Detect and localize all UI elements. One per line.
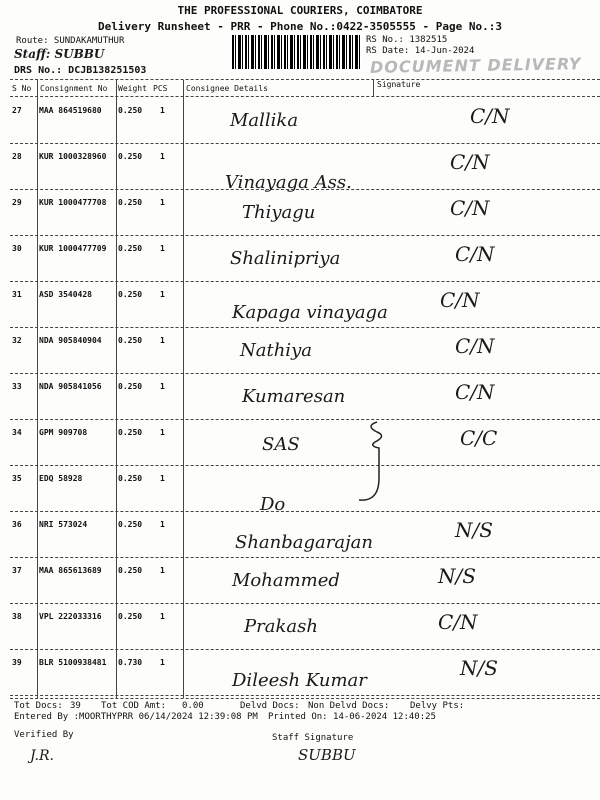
row-pcs: 1 xyxy=(160,566,165,575)
row-weight: 0.250 xyxy=(118,474,143,483)
row-divider xyxy=(10,649,600,650)
row-divider xyxy=(10,695,600,696)
row-signature: C/N xyxy=(455,380,495,404)
row-divider xyxy=(10,603,600,604)
row-divider xyxy=(10,281,600,282)
row-sno: 35 xyxy=(12,474,22,483)
row-pcs: 1 xyxy=(160,428,165,437)
tot-cod-value: 0.00 xyxy=(182,701,204,711)
row-weight: 0.250 xyxy=(118,382,143,391)
row-consignee: Prakash xyxy=(244,616,318,637)
row-pcs: 1 xyxy=(160,152,165,161)
row-consignee: Vinayaga Ass. xyxy=(225,172,352,193)
route-label: Route: SUNDAKAMUTHUR xyxy=(16,36,125,46)
row-weight: 0.250 xyxy=(118,336,143,345)
table-bottom-rule xyxy=(10,698,600,699)
row-consignee: Mohammed xyxy=(232,570,340,591)
row-sno: 39 xyxy=(12,658,22,667)
row-consignment-no: KUR 1000477708 xyxy=(39,198,107,207)
col-header-weight: Weight xyxy=(118,84,147,93)
row-pcs: 1 xyxy=(160,658,165,667)
col-divider xyxy=(183,80,184,698)
row-consignment-no: MAA 865613689 xyxy=(39,566,102,575)
row-pcs: 1 xyxy=(160,336,165,345)
drs-number: DRS No.: DCJB138251503 xyxy=(14,65,147,76)
row-consignment-no: MAA 864519680 xyxy=(39,106,102,115)
row-consignee: Mallika xyxy=(230,110,299,131)
row-pcs: 1 xyxy=(160,520,165,529)
row-weight: 0.250 xyxy=(118,290,143,299)
row-pcs: 1 xyxy=(160,290,165,299)
row-signature: C/C xyxy=(460,426,498,450)
row-consignment-no: KUR 1000328960 xyxy=(39,152,107,161)
row-consignment-no: EDQ 58928 xyxy=(39,474,83,483)
tot-docs-label: Tot Docs: xyxy=(14,701,63,711)
staff-label: Staff: SUBBU xyxy=(14,47,105,61)
entered-by: Entered By :MOORTHYPRR 06/14/2024 12:39:08 PM xyxy=(14,712,258,722)
row-pcs: 1 xyxy=(160,612,165,621)
row-consignee: Kapaga vinayaga xyxy=(232,302,388,323)
row-weight: 0.250 xyxy=(118,428,143,437)
document-delivery-stamp: DOCUMENT DELIVERY xyxy=(369,54,582,77)
row-signature: C/N xyxy=(440,288,480,312)
row-sno: 32 xyxy=(12,336,22,345)
row-sno: 38 xyxy=(12,612,22,621)
row-signature: C/N xyxy=(455,334,495,358)
row-weight: 0.250 xyxy=(118,106,143,115)
row-sno: 33 xyxy=(12,382,22,391)
col-header-consignment: Consignment No xyxy=(40,84,108,93)
row-consignment-no: KUR 1000477709 xyxy=(39,244,107,253)
col-divider xyxy=(116,80,117,698)
row-consignee: Do xyxy=(260,494,286,515)
row-divider xyxy=(10,419,600,420)
row-consignee: Shanbagarajan xyxy=(235,532,373,553)
row-signature: C/N xyxy=(450,150,490,174)
row-signature: N/S xyxy=(460,656,498,680)
row-sno: 34 xyxy=(12,428,22,437)
verifier-signature: J.R. xyxy=(30,748,54,764)
rs-date: RS Date: 14-Jun-2024 xyxy=(366,46,475,56)
row-consignee: Thiyagu xyxy=(242,202,316,223)
row-weight: 0.730 xyxy=(118,658,143,667)
non-delvd-docs-label: Non Delvd Docs: xyxy=(308,701,390,711)
row-divider xyxy=(10,189,600,190)
row-sno: 36 xyxy=(12,520,22,529)
row-signature: C/N xyxy=(470,104,510,128)
table-top-rule xyxy=(10,79,600,80)
row-sno: 30 xyxy=(12,244,22,253)
row-consignee: SAS xyxy=(262,434,300,455)
row-signature: C/N xyxy=(455,242,495,266)
bracket-mark-icon xyxy=(355,418,395,508)
row-signature: C/N xyxy=(450,196,490,220)
barcode xyxy=(232,35,362,69)
col-divider xyxy=(373,80,374,96)
row-consignment-no: ASD 3540428 xyxy=(39,290,92,299)
row-consignment-no: NDA 905840904 xyxy=(39,336,102,345)
row-sno: 29 xyxy=(12,198,22,207)
row-consignee: Dileesh Kumar xyxy=(232,670,367,691)
row-weight: 0.250 xyxy=(118,566,143,575)
row-consignee: Nathiya xyxy=(240,340,312,361)
row-pcs: 1 xyxy=(160,198,165,207)
delvy-pts-label: Delvy Pts: xyxy=(410,701,465,711)
row-consignee: Shalinipriya xyxy=(230,248,341,269)
tot-cod-label: Tot COD Amt: xyxy=(101,701,167,711)
row-pcs: 1 xyxy=(160,474,165,483)
row-weight: 0.250 xyxy=(118,152,143,161)
verified-by-label: Verified By xyxy=(14,730,74,740)
table-header-rule xyxy=(10,96,600,97)
row-divider xyxy=(10,143,600,144)
row-signature: N/S xyxy=(455,518,493,542)
rs-number: RS No.: 1382515 xyxy=(366,35,448,45)
row-divider xyxy=(10,465,600,466)
row-sno: 27 xyxy=(12,106,22,115)
document-subtitle: Delivery Runsheet - PRR - Phone No.:0422-3505555 - Page No.:3 xyxy=(98,20,502,33)
row-signature: N/S xyxy=(438,564,476,588)
printed-on: Printed On: 14-06-2024 12:40:25 xyxy=(268,712,436,722)
row-weight: 0.250 xyxy=(118,520,143,529)
row-sno: 37 xyxy=(12,566,22,575)
row-pcs: 1 xyxy=(160,382,165,391)
row-weight: 0.250 xyxy=(118,198,143,207)
row-consignment-no: BLR 5100938481 xyxy=(39,658,107,667)
row-consignment-no: NDA 905841056 xyxy=(39,382,102,391)
document-title: THE PROFESSIONAL COURIERS, COIMBATORE xyxy=(177,4,423,17)
col-divider xyxy=(37,80,38,698)
row-pcs: 1 xyxy=(160,244,165,253)
row-divider xyxy=(10,511,600,512)
col-header-pcs: PCS xyxy=(153,84,168,93)
row-consignment-no: VPL 222033316 xyxy=(39,612,102,621)
col-header-sno: S No xyxy=(12,84,32,93)
col-header-consignee: Consignee Details xyxy=(186,84,268,93)
row-consignment-no: GPM 909708 xyxy=(39,428,88,437)
row-divider xyxy=(10,557,600,558)
row-sno: 31 xyxy=(12,290,22,299)
col-header-signature: Signature xyxy=(377,80,421,89)
staff-signature: SUBBU xyxy=(298,746,356,764)
row-weight: 0.250 xyxy=(118,612,143,621)
row-weight: 0.250 xyxy=(118,244,143,253)
row-divider xyxy=(10,327,600,328)
tot-docs-value: 39 xyxy=(70,701,81,711)
row-divider xyxy=(10,373,600,374)
row-consignment-no: NRI 573024 xyxy=(39,520,88,529)
row-consignee: Kumaresan xyxy=(242,386,346,407)
row-divider xyxy=(10,235,600,236)
delvd-docs-label: Delvd Docs: xyxy=(240,701,300,711)
row-pcs: 1 xyxy=(160,106,165,115)
row-sno: 28 xyxy=(12,152,22,161)
staff-signature-label: Staff Signature xyxy=(272,733,354,743)
row-signature: C/N xyxy=(438,610,478,634)
